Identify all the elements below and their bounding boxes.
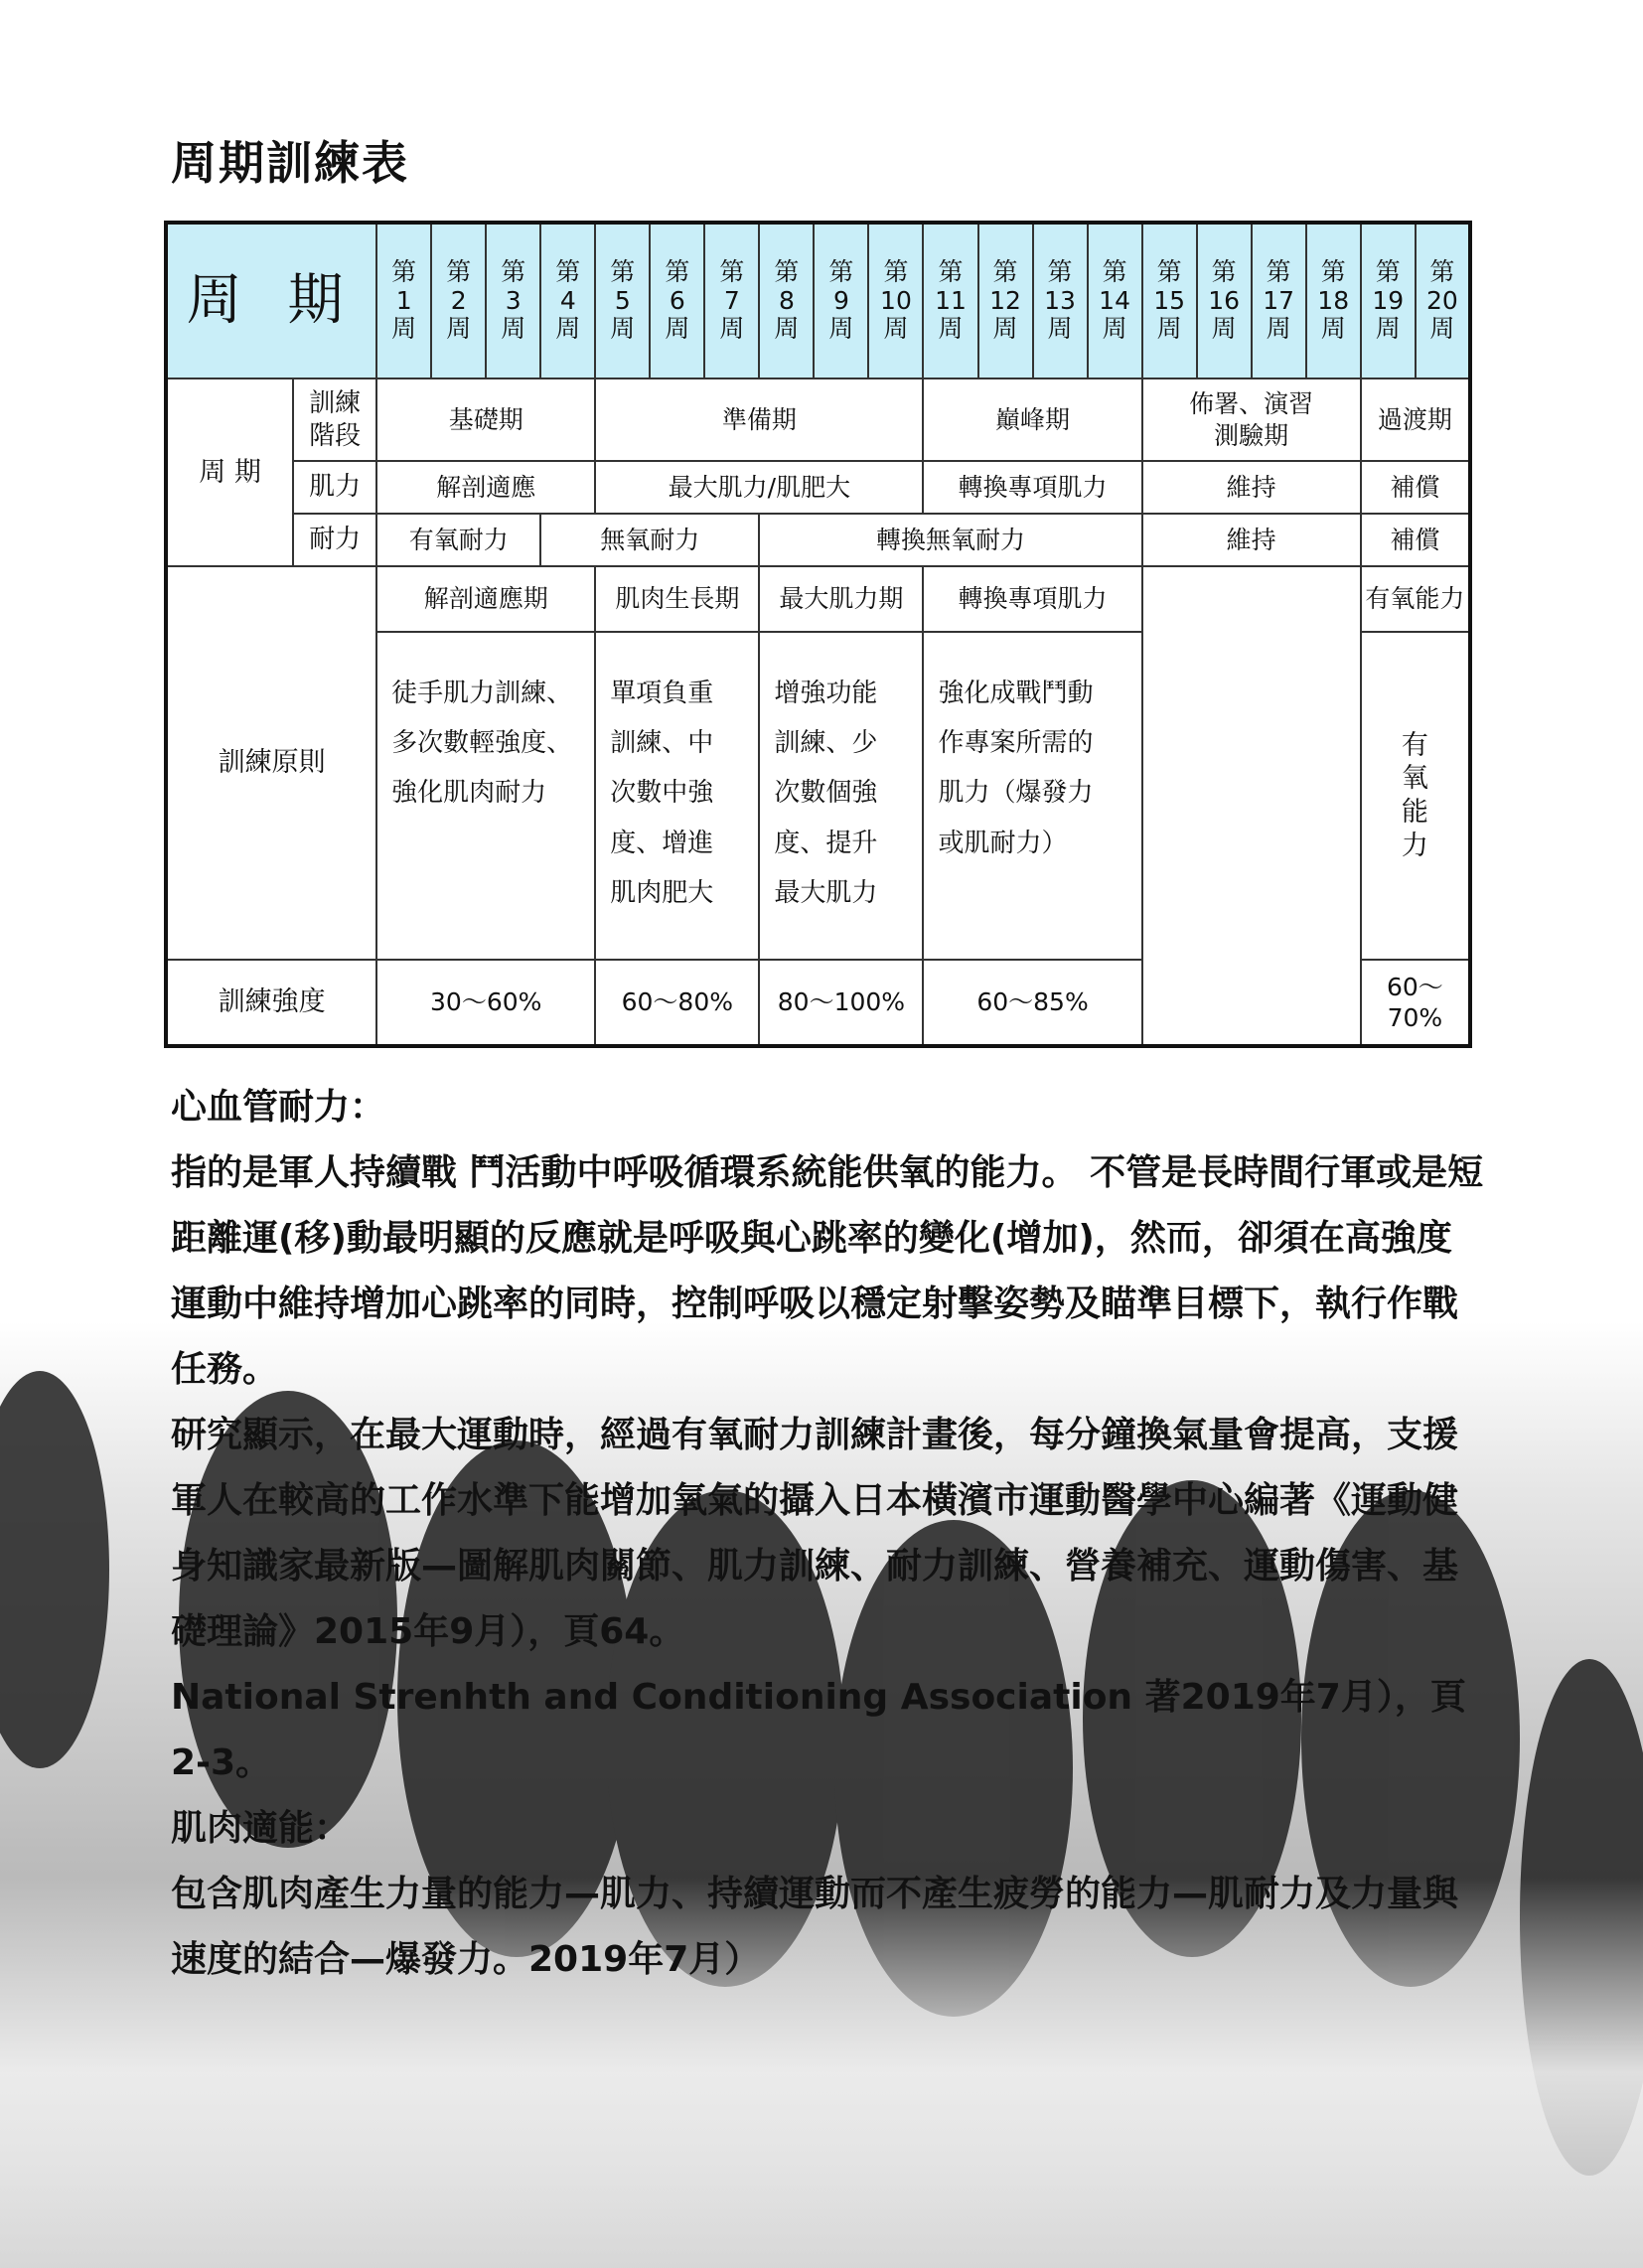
principle-cell: 單項負重 訓練、中 次數中強 度、增進 肌肉肥大 xyxy=(595,632,759,960)
strength-cell: 解剖適應 xyxy=(376,461,595,514)
phase-cell: 最大肌力期 xyxy=(759,566,923,632)
phase-cell: 轉換專項肌力 xyxy=(923,566,1141,632)
stage-label: 訓練 階段 xyxy=(293,378,376,461)
paragraph: 包含肌肉產生力量的能力—肌力、持續運動而不產生疲勞的能力—肌耐力及力量與速度的結合—爆發力。2019年7月） xyxy=(171,1874,1459,1980)
cycle-training-table xyxy=(164,221,1472,1048)
article-body xyxy=(171,1075,1487,1993)
week-cell: 第 7 周 xyxy=(704,223,759,378)
intensity-cell: 60～85% xyxy=(923,960,1141,1046)
week-cell: 第 19 周 xyxy=(1361,223,1416,378)
principle-label: 訓練原則 xyxy=(166,566,376,960)
intensity-cell: 80～100% xyxy=(759,960,923,1046)
citation: National Strenhth and Conditioning Association 著2019年7月），頁 2-3。 xyxy=(171,1677,1466,1783)
principle-cell: 強化成戰鬥動 作專案所需的 肌力（爆發力 或肌耐力） xyxy=(923,632,1141,960)
endurance-cell: 補償 xyxy=(1361,514,1470,566)
week-cell: 第 11 周 xyxy=(923,223,977,378)
week-cell: 第 5 周 xyxy=(595,223,650,378)
principle-cell: 有 氧 能 力 xyxy=(1361,632,1470,960)
phase-cell: 有氧能力 xyxy=(1361,566,1470,632)
strength-cell: 維持 xyxy=(1142,461,1361,514)
stage-cell: 佈署、演習 測驗期 xyxy=(1142,378,1361,461)
principle-cell: 增強功能 訓練、少 次數個強 度、提升 最大肌力 xyxy=(759,632,923,960)
endurance-label: 耐力 xyxy=(293,514,376,566)
intensity-cell: 60～70% xyxy=(1361,960,1470,1046)
strength-cell: 轉換專項肌力 xyxy=(923,461,1141,514)
week-cell: 第 1 周 xyxy=(376,223,431,378)
week-cell: 第 13 周 xyxy=(1033,223,1088,378)
period-label: 周 期 xyxy=(166,378,293,566)
week-cell: 第 16 周 xyxy=(1197,223,1252,378)
week-header-row xyxy=(166,223,1470,378)
stage-cell: 巔峰期 xyxy=(923,378,1141,461)
endurance-cell: 轉換無氧耐力 xyxy=(759,514,1141,566)
week-cell: 第 20 周 xyxy=(1416,223,1470,378)
intensity-cell: 30～60% xyxy=(376,960,595,1046)
stage-cell: 過渡期 xyxy=(1361,378,1470,461)
week-cell: 第 14 周 xyxy=(1088,223,1142,378)
endurance-row xyxy=(166,514,1470,566)
week-cell: 第 10 周 xyxy=(868,223,923,378)
week-cell: 第 17 周 xyxy=(1252,223,1306,378)
week-cell: 第 9 周 xyxy=(814,223,868,378)
period-corner-cell: 周 期 xyxy=(166,223,376,378)
endurance-cell: 有氧耐力 xyxy=(376,514,540,566)
week-cell: 第 6 周 xyxy=(650,223,704,378)
week-cell: 第 18 周 xyxy=(1306,223,1361,378)
section-heading: 心血管耐力： xyxy=(171,1087,386,1128)
section-heading: 肌肉適能： xyxy=(171,1808,351,1849)
empty-cell xyxy=(1142,566,1361,1046)
endurance-cell: 無氧耐力 xyxy=(540,514,759,566)
strength-label: 肌力 xyxy=(293,461,376,514)
week-cell: 第 15 周 xyxy=(1142,223,1197,378)
endurance-cell: 維持 xyxy=(1142,514,1361,566)
stage-cell: 準備期 xyxy=(595,378,923,461)
phase-row xyxy=(166,566,1470,632)
stage-cell: 基礎期 xyxy=(376,378,595,461)
stage-row xyxy=(166,378,1470,461)
principle-cell: 徒手肌力訓練、 多次數輕強度、 強化肌肉耐力 xyxy=(376,632,595,960)
week-cell: 第 8 周 xyxy=(759,223,814,378)
week-cell: 第 12 周 xyxy=(978,223,1033,378)
strength-cell: 最大肌力/肌肥大 xyxy=(595,461,923,514)
week-cell: 第 2 周 xyxy=(431,223,486,378)
week-cell: 第 3 周 xyxy=(486,223,540,378)
paragraph: 指的是軍人持續戰 鬥活動中呼吸循環系統能供氧的能力。 不管是長時間行軍或是短距離運(移)動最明顯的反應就是呼吸與心跳率的變化(增加)，然而，卻須在高強度運動中維持增加心跳率的同時，控制呼吸以穩定射擊姿勢及瞄準目標下，執行作戰任務。 xyxy=(171,1152,1484,1390)
intensity-cell: 60～80% xyxy=(595,960,759,1046)
phase-cell: 解剖適應期 xyxy=(376,566,595,632)
week-cell: 第 4 周 xyxy=(540,223,595,378)
phase-cell: 肌肉生長期 xyxy=(595,566,759,632)
strength-row xyxy=(166,461,1470,514)
paragraph: 研究顯示，在最大運動時，經過有氧耐力訓練計畫後，每分鐘換氣量會提高，支援軍人在較高的工作水準下能增加氧氣的攝入日本橫濱市運動醫學中心編著《運動健身知識家最新版—圖解肌肉關節、肌力訓練、耐力訓練、營養補充、運動傷害、基礎理論》2015年9月），頁64。 xyxy=(171,1415,1459,1652)
strength-cell: 補償 xyxy=(1361,461,1470,514)
page-title: 周期訓練表 xyxy=(171,136,409,190)
intensity-label: 訓練強度 xyxy=(166,960,376,1046)
